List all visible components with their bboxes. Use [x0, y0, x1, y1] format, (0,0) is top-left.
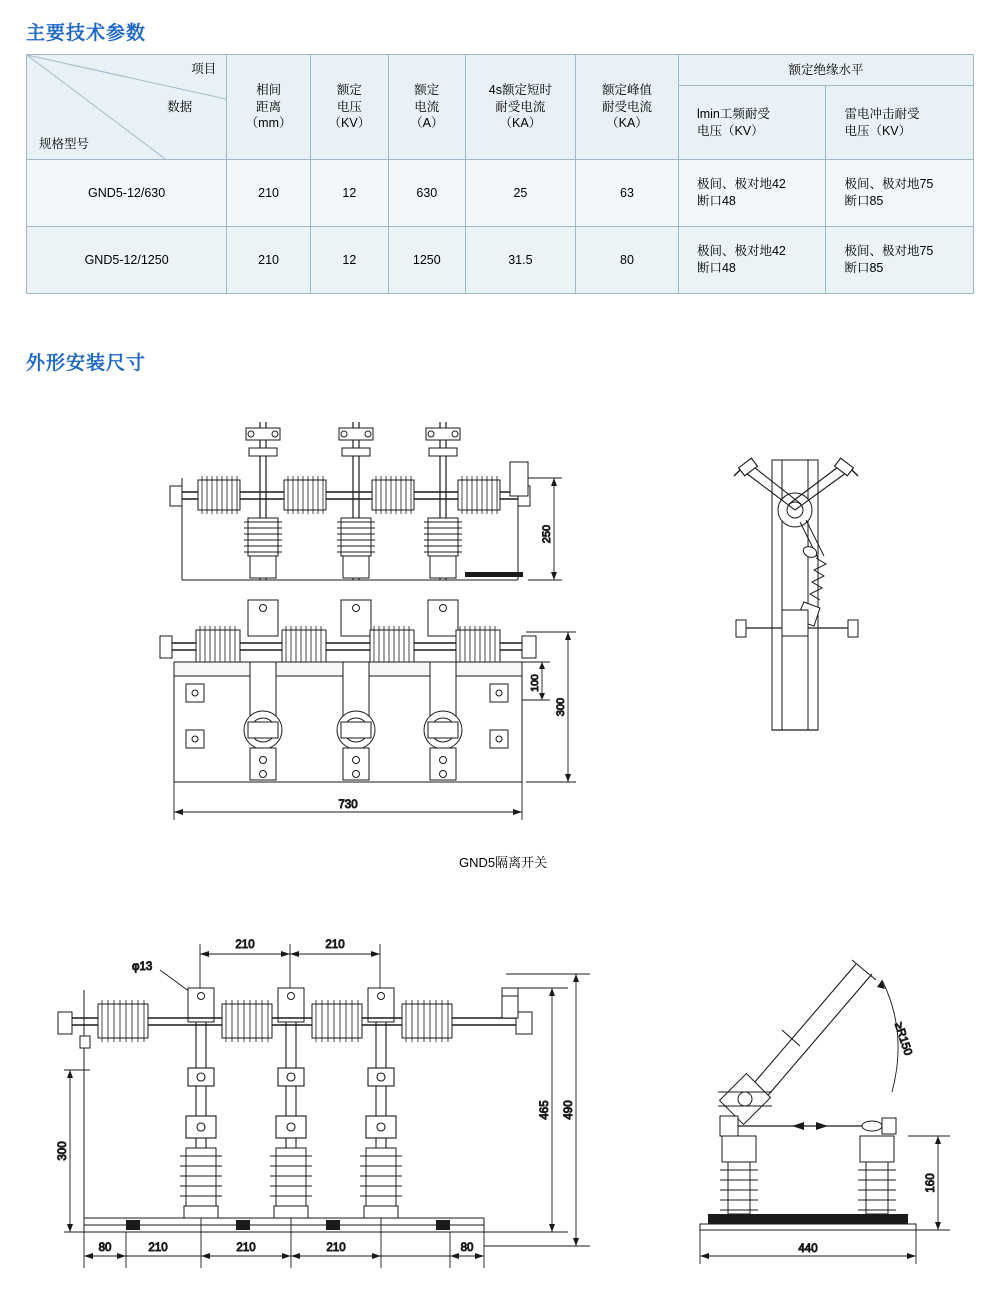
- header-peak-line3: （KA）: [606, 116, 648, 131]
- cell-lightning-line1: 极间、极对地75: [844, 177, 934, 192]
- cell-rated-current: 1250: [388, 227, 465, 294]
- table-header-row-1: [27, 55, 974, 86]
- header-rated-voltage-line2: 电压: [336, 99, 362, 114]
- dim-label-100: 100: [529, 674, 541, 692]
- header-power-frequency: [678, 86, 825, 160]
- cell-lightning-impulse: [826, 227, 974, 294]
- figure-front-view: [40, 930, 620, 1275]
- cell-power-frequency: [678, 227, 825, 294]
- header-rated-current-line1: 额定: [414, 82, 440, 97]
- figure-caption-main: GND5隔离开关: [459, 855, 548, 870]
- dim-label-80-right: 80: [460, 1242, 474, 1254]
- right-bracket-front: [502, 988, 518, 1018]
- dim-label-300: 300: [555, 697, 567, 717]
- cell-power-frequency-line2: 断口48: [696, 194, 736, 208]
- cell-lightning-line1: 极间、极对地75: [844, 244, 934, 259]
- dim-label-210-2: 210: [236, 1242, 256, 1254]
- header-lightning-line1: 雷电冲击耐受: [844, 106, 920, 121]
- top-clamp-plates: [188, 988, 394, 1022]
- header-short-time-line3: （KA）: [499, 116, 542, 131]
- header-insulation-level: 额定绝缘水平: [678, 55, 973, 86]
- base-rail-front: [84, 1218, 484, 1232]
- header-rated-voltage-line3: （KV）: [328, 116, 371, 131]
- dim-label-250: 250: [541, 524, 553, 544]
- insulators-front: [98, 1000, 452, 1042]
- corner-label-item: 项目: [191, 62, 217, 76]
- table-body: [27, 160, 974, 294]
- figure-side-view-mechanism: [700, 450, 920, 780]
- table-head: [27, 55, 974, 160]
- cell-power-frequency-line1: 极间、极对地42: [696, 177, 786, 192]
- table-corner-cell: [27, 55, 227, 160]
- dim-label-210-3: 210: [326, 1242, 346, 1254]
- cell-rated-voltage: 12: [310, 227, 388, 294]
- cell-phase-distance: 210: [227, 160, 311, 227]
- header-phase-distance-line1: 相间: [256, 82, 282, 97]
- mounting-tabs-plan: [248, 600, 458, 636]
- dim-label-210-top-a: 210: [235, 939, 255, 951]
- cell-model: GND5-12/1250: [27, 227, 227, 294]
- figure-gnd5-plan-and-elevation: [150, 400, 620, 840]
- post-insulators-front: [180, 1148, 402, 1218]
- radius-arc-r150: [877, 980, 898, 1092]
- dim-label-465: 465: [539, 1100, 551, 1120]
- corner-label-model: 规格型号: [39, 137, 90, 152]
- cell-rated-voltage: 12: [310, 160, 388, 227]
- cell-lightning-impulse: [826, 160, 974, 227]
- header-peak-line1: 额定峰值: [601, 82, 652, 97]
- dim-label-490: 490: [563, 1100, 575, 1120]
- cell-power-frequency-line2: 断口48: [696, 261, 736, 275]
- header-short-time-line1: 4s额定短时: [488, 82, 552, 97]
- specification-table: [26, 54, 974, 294]
- header-lightning-impulse: [826, 86, 974, 160]
- dim-label-300-front: 300: [57, 1141, 69, 1161]
- post-insulators-upper: [244, 518, 462, 578]
- header-rated-voltage-line1: 额定: [336, 82, 362, 97]
- header-short-time-current: [465, 55, 575, 160]
- corner-label-data: 数据: [167, 100, 193, 114]
- figure-side-view-dimensions: [660, 940, 970, 1275]
- dim-label-210-top-b: 210: [325, 939, 345, 951]
- header-rated-current: [388, 55, 465, 160]
- cell-power-frequency-line1: 极间、极对地42: [696, 244, 786, 259]
- cell-lightning-line2: 断口85: [844, 194, 884, 208]
- page-title-parameters: 主要技术参数: [26, 23, 147, 44]
- dim-label-r150: ≥R150: [891, 1021, 914, 1058]
- header-power-frequency-line1: lmin工频耐受: [696, 106, 770, 121]
- insulators-upper: [198, 476, 500, 514]
- dimension-210-top: [200, 944, 380, 994]
- base-plate-side: [700, 1214, 916, 1230]
- table-row: [27, 160, 974, 227]
- cell-peak-current: 63: [575, 160, 678, 227]
- dim-label-80-left: 80: [98, 1242, 112, 1254]
- cell-lightning-line2: 断口85: [844, 261, 884, 275]
- cell-power-frequency: [678, 160, 825, 227]
- header-rated-current-line2: 电流: [414, 99, 440, 114]
- header-power-frequency-line2: 电压（KV）: [696, 123, 764, 138]
- cell-short-time-current: 31.5: [465, 227, 575, 294]
- page-title-dimensions: 外形安装尺寸: [26, 353, 147, 374]
- posts-side: [720, 1136, 896, 1214]
- cell-phase-distance: 210: [227, 227, 311, 294]
- dim-label-phi13: φ13: [132, 961, 153, 973]
- dim-label-440: 440: [798, 1243, 818, 1255]
- header-phase-distance-line3: （mm）: [245, 116, 292, 131]
- table-row: [27, 227, 974, 294]
- cell-short-time-current: 25: [465, 160, 575, 227]
- blade-arm: [748, 960, 876, 1100]
- header-phase-distance: [227, 55, 311, 160]
- header-peak-line2: 耐受电流: [601, 99, 652, 114]
- header-lightning-line2: 电压（KV）: [844, 123, 912, 138]
- header-phase-distance-line2: 距离: [256, 99, 282, 114]
- header-rated-voltage: [310, 55, 388, 160]
- header-rated-current-line3: （A）: [410, 116, 444, 131]
- left-frame-front: [80, 990, 90, 1232]
- cell-model: GND5-12/630: [27, 160, 227, 227]
- blades-front: [186, 1022, 396, 1152]
- leader-phi13: [160, 970, 192, 994]
- dim-label-210-1: 210: [148, 1242, 168, 1254]
- header-short-time-line2: 耐受电流: [495, 99, 546, 114]
- header-peak-current: [575, 55, 678, 160]
- cell-peak-current: 80: [575, 227, 678, 294]
- dim-label-160: 160: [925, 1173, 937, 1193]
- dim-label-730: 730: [338, 799, 358, 811]
- cell-rated-current: 630: [388, 160, 465, 227]
